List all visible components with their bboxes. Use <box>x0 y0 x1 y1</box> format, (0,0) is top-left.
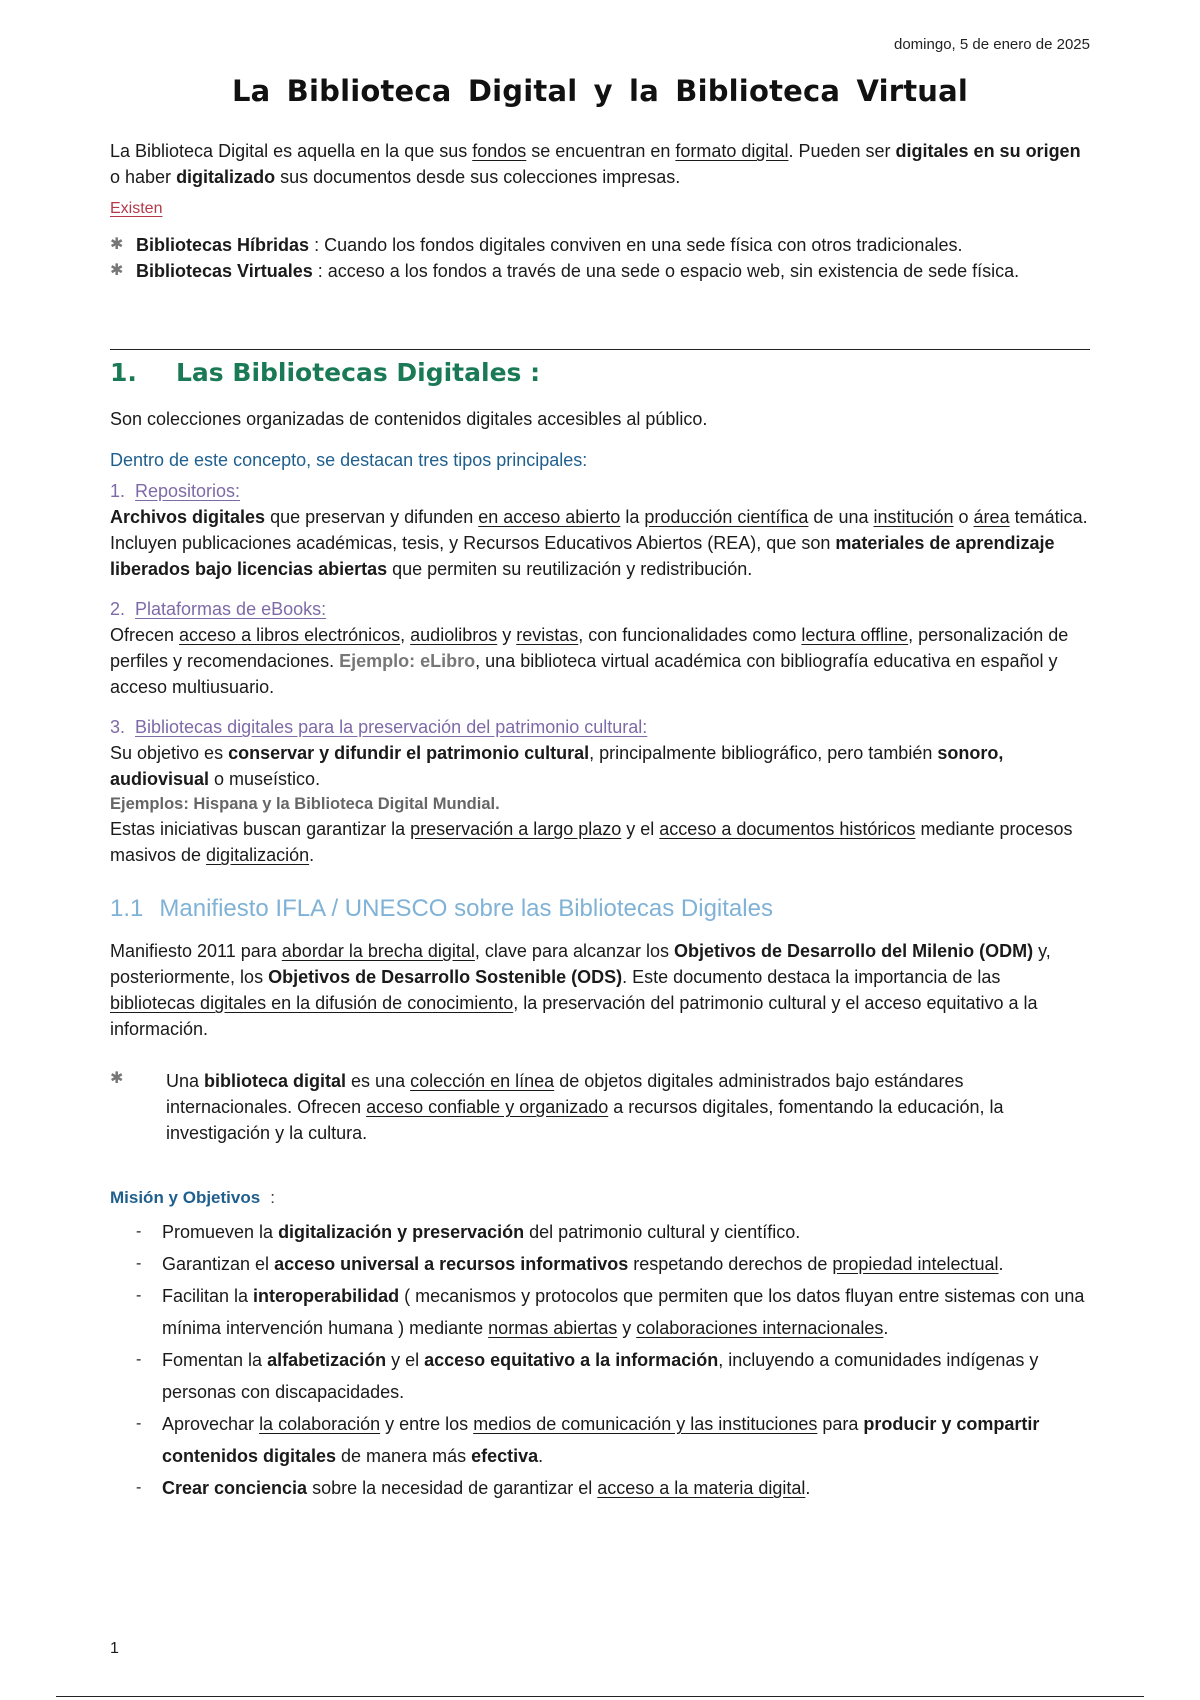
item-heading: 2. Plataformas de eBooks: <box>110 599 327 619</box>
list-item: - Garantizan el acceso universal a recursos informativos respetando derechos de propiedad intelectual. <box>136 1248 1096 1280</box>
dash-bullet-icon: - <box>136 1415 142 1432</box>
bullet-icon: ✱ <box>110 262 124 279</box>
dash-bullet-icon: - <box>136 1287 142 1304</box>
list-item: - Promueven la digitalización y preservación del patrimonio cultural y científico. <box>136 1216 1096 1248</box>
intro-paragraph: La Biblioteca Digital es aquella en la que sus fondos se encuentran en formato digital. Pueden ser digitales en su origen o haber digitalizado sus documentos desde sus colecciones impresas. <box>110 141 1081 187</box>
section-1-1-heading: 1.1 Manifiesto IFLA / UNESCO sobre las Bibliotecas Digitales <box>110 895 773 922</box>
list-item: - Fomentan la alfabetización y el acceso equitativo a la información, incluyendo a comunidades indígenas y personas con discapacidades. <box>136 1344 1096 1408</box>
section-1-intro: Son colecciones organizadas de contenidos digitales accesibles al público. <box>110 409 708 429</box>
item-plataformas-ebooks: 2. Plataformas de eBooks: Ofrecen acceso a libros electrónicos, audiolibros y revistas, con funcionalidades como lectura offline, personalización de perfiles y recomendaciones. Ejemplo: eLibro, una biblioteca virtual académica con bibliografía educativa en español y acceso multiusuario. <box>110 596 1090 700</box>
document-date: domingo, 5 de enero de 2025 <box>894 36 1090 53</box>
mision-heading: Misión y Objetivos : <box>110 1188 275 1207</box>
library-types-list <box>110 232 1090 284</box>
dash-bullet-icon: - <box>136 1223 142 1240</box>
definition-bullet: ✱ Una biblioteca digital es una colección en línea de objetos digitales administrados bajo estándares internacionales. Ofrecen acceso confiable y organizado a recursos digitales, fomentando la educación, la investigación y la cultura. <box>110 1068 1090 1146</box>
types-subheading: Dentro de este concepto, se destacan tres tipos principales: <box>110 450 588 470</box>
page-bottom-divider <box>56 1696 1144 1697</box>
section-divider <box>110 349 1090 350</box>
item-repositorios: 1. Repositorios: Archivos digitales que preservan y difunden en acceso abierto la producción científica de una institución o área temática. Incluyen publicaciones académicas, tesis, y Recursos Educativos Abiertos (REA), que son materiales de aprendizaje liberados bajo licencias abiertas que permiten su reutilización y redistribución. <box>110 478 1090 582</box>
item-patrimonio-cultural: 3. Bibliotecas digitales para la preservación del patrimonio cultural: Su objetivo es conservar y difundir el patrimonio cultural, principalmente bibliográfico, pero también sonoro, audiovisual o museístico. Ejemplos: Hispana y la Biblioteca Digital Mundial. Estas iniciativas buscan garantizar la preservación a largo plazo y el acceso a documentos históricos mediante procesos masivos de digitalización. <box>110 714 1090 868</box>
list-item: ✱ Bibliotecas Híbridas : Cuando los fondos digitales conviven en una sede física con otros tradicionales. <box>110 232 1090 258</box>
page-number: 1 <box>110 1640 119 1657</box>
objetivos-list <box>136 1216 1096 1504</box>
item-heading: 3. Bibliotecas digitales para la preservación del patrimonio cultural: <box>110 717 648 737</box>
dash-bullet-icon: - <box>136 1255 142 1272</box>
manifiesto-paragraph: Manifiesto 2011 para abordar la brecha digital, clave para alcanzar los Objetivos de Desarrollo del Milenio (ODM) y, posteriormente, los Objetivos de Desarrollo Sostenible (ODS). Este documento destaca la importancia de las bibliotecas digitales en la difusión de conocimiento, la preservación del patrimonio cultural y el acceso equitativo a la información. <box>110 941 1051 1039</box>
document-title: La Biblioteca Digital y la Biblioteca Virtual <box>231 74 969 108</box>
section-1-heading: 1. Las Bibliotecas Digitales : <box>110 358 541 387</box>
list-item: - Aprovechar la colaboración y entre los medios de comunicación y las instituciones para producir y compartir contenidos digitales de manera más efectiva. <box>136 1408 1096 1472</box>
existen-label: Existen <box>110 200 163 217</box>
item-heading: 1. Repositorios: <box>110 481 241 501</box>
list-item: ✱ Bibliotecas Virtuales : acceso a los fondos a través de una sede o espacio web, sin existencia de sede física. <box>110 258 1090 284</box>
dash-bullet-icon: - <box>136 1351 142 1368</box>
list-item: - Facilitan la interoperabilidad ( mecanismos y protocolos que permiten que los datos fluyan entre sistemas con una mínima intervención humana ) mediante normas abiertas y colaboraciones internacionales. <box>136 1280 1096 1344</box>
list-item: - Crear conciencia sobre la necesidad de garantizar el acceso a la materia digital. <box>136 1472 1096 1504</box>
bullet-icon: ✱ <box>110 1070 124 1087</box>
bullet-icon: ✱ <box>110 236 124 253</box>
example-text: Ejemplos: Hispana y la Biblioteca Digital Mundial. <box>110 795 500 813</box>
dash-bullet-icon: - <box>136 1479 142 1496</box>
